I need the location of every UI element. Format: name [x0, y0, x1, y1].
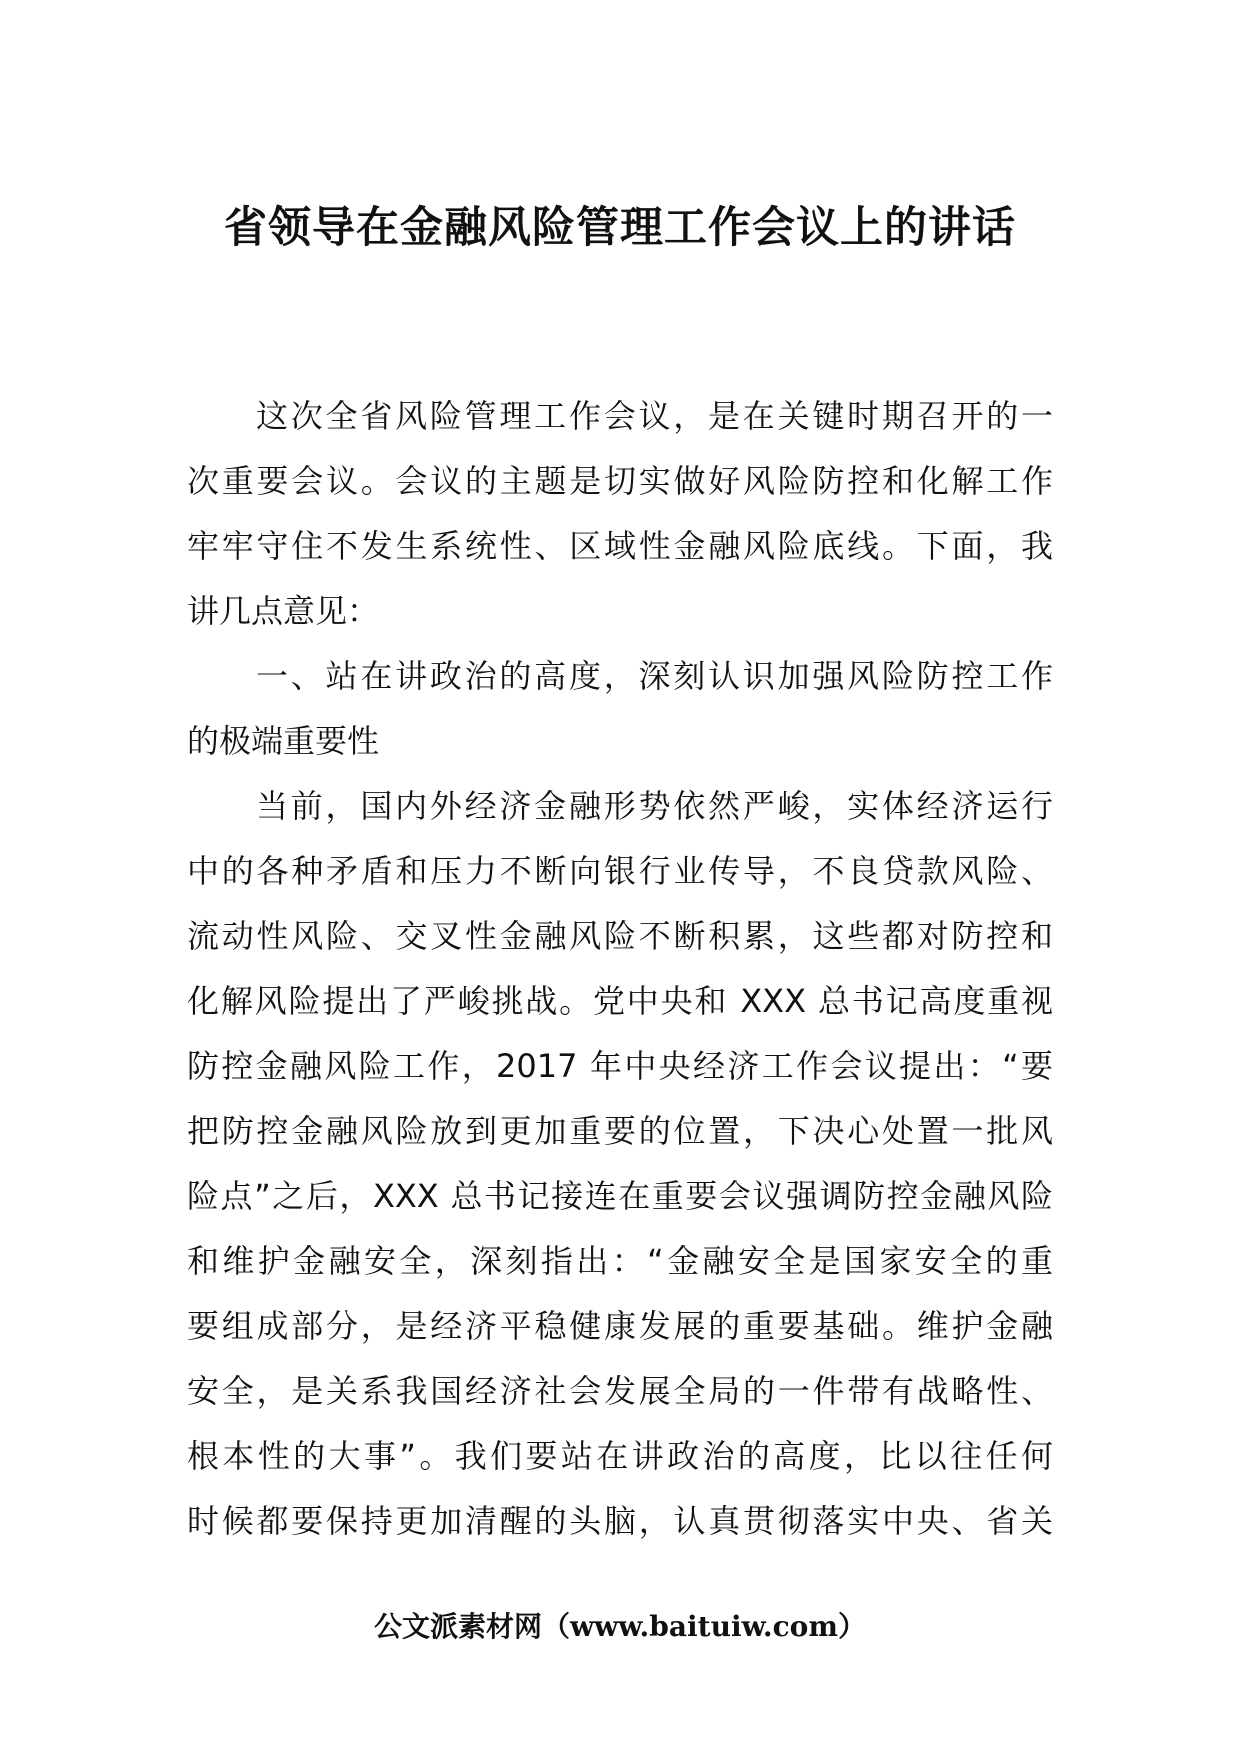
footer-label: 公文派素材网 [374, 1610, 543, 1643]
body-line: 防控金融风险工作，2017 年中央经济工作会议提出：“要 [187, 1047, 1053, 1085]
body-line: 流动性风险、交叉性金融风险不断积累，这些都对防控和 [187, 917, 1053, 955]
body-line: 时候都要保持更加清醒的头脑，认真贯彻落实中央、省关 [187, 1502, 1053, 1540]
body-line: 险点”之后，XXX 总书记接连在重要会议强调防控金融风险 [187, 1177, 1053, 1215]
body-line: 次重要会议。会议的主题是切实做好风险防控和化解工作 [187, 462, 1053, 500]
body-line: 把防控金融风险放到更加重要的位置，下决心处置一批风 [187, 1112, 1053, 1150]
body-line: 这次全省风险管理工作会议，是在关键时期召开的一 [256, 397, 1053, 435]
body-line: 牢牢守住不发生系统性、区域性金融风险底线。下面，我 [187, 527, 1053, 565]
footer-site: （www.baituiw.com） [542, 1610, 866, 1643]
document-body [187, 388, 1053, 1558]
body-line: 化解风险提出了严峻挑战。党中央和 XXX 总书记高度重视 [187, 982, 1053, 1020]
section-heading-line: 一、站在讲政治的高度，深刻认识加强风险防控工作 [256, 657, 1053, 695]
body-line: 安全，是关系我国经济社会发展全局的一件带有战略性、 [187, 1372, 1053, 1410]
body-line: 根本性的大事”。我们要站在讲政治的高度，比以往任何 [187, 1437, 1053, 1475]
body-line: 讲几点意见： [187, 592, 380, 630]
section-heading-line: 的极端重要性 [187, 722, 380, 760]
body-line: 中的各种矛盾和压力不断向银行业传导，不良贷款风险、 [187, 852, 1053, 890]
body-line: 和维护金融安全，深刻指出：“金融安全是国家安全的重 [187, 1242, 1053, 1280]
document-title: 省领导在金融风险管理工作会议上的讲话 [224, 203, 1016, 253]
footer-watermark [0, 1607, 1240, 1647]
body-line: 要组成部分，是经济平稳健康发展的重要基础。维护金融 [187, 1307, 1053, 1345]
body-line: 当前，国内外经济金融形势依然严峻，实体经济运行 [256, 787, 1053, 825]
